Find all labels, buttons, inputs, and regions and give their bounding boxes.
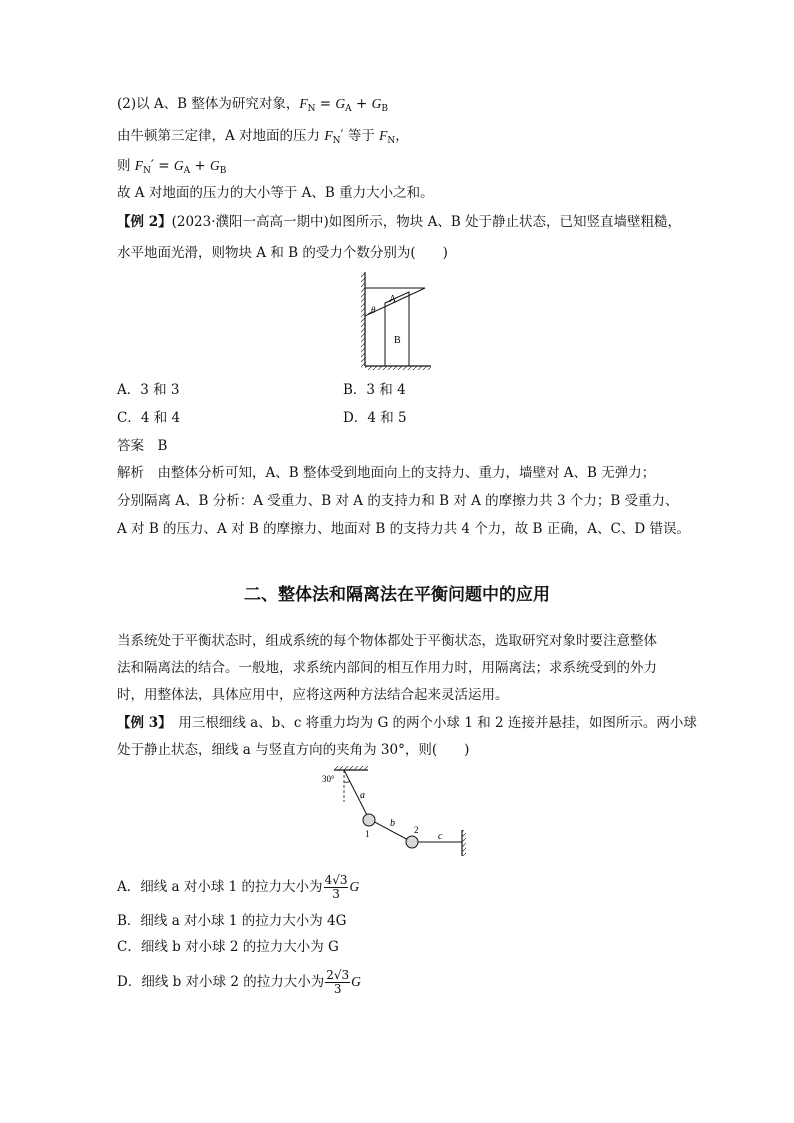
subscript: A — [345, 104, 352, 114]
section-para-line-2: 法和隔离法的结合。一般地，求系统内部间的相互作用力时，用隔离法；求系统受到的外力 — [117, 660, 657, 676]
symbol-F: F — [134, 158, 144, 173]
text: D．细线 b 对小球 2 的拉力大小为 — [117, 974, 325, 990]
example3-figure — [320, 764, 472, 858]
example2-options-row-2 — [117, 408, 180, 428]
solution-line-4: 故 A 对地面的压力的大小等于 A、B 重力大小之和。 — [117, 185, 434, 201]
label-2: 2 — [414, 825, 419, 835]
answer-label: 答案 — [117, 438, 144, 454]
example2-analysis-line-1 — [117, 463, 655, 483]
subscript: N — [332, 136, 341, 146]
symbol-G: G — [349, 879, 360, 894]
example3-stem-line-1 — [117, 713, 697, 733]
answer-value: B — [157, 438, 168, 454]
example2-stem-line-2: 水平地面光滑，则物块 A 和 B 的受力个数分别为( ) — [117, 245, 448, 261]
example-tag: 【例 2】 — [117, 214, 172, 230]
example3-stem-line-2: 处于静止状态，细线 a 与竖直方向的夹角为 30°，则( ) — [117, 742, 470, 758]
label-angle: 30° — [322, 774, 335, 784]
label-b: b — [390, 818, 395, 829]
option-B: B．3 和 4 — [343, 382, 406, 398]
example3-option-C: C．细线 b 对小球 2 的拉力大小为 G — [117, 939, 339, 955]
symbol-F: F — [299, 96, 308, 111]
text: + — [190, 158, 211, 174]
string-a — [344, 770, 369, 819]
text: = — [315, 96, 336, 112]
example2-stem-line-1 — [117, 212, 681, 232]
example2-analysis-line-3: A 对 B 的压力、A 对 B 的摩擦力、地面对 B 的支持力共 4 个力，故 B 正确，A、C、D 错误。 — [117, 521, 690, 537]
subscript: N — [307, 104, 316, 114]
text: 用三根细线 a、b、c 将重力均为 G 的两个小球 1 和 2 连接并悬挂，如图所示。两小球 — [164, 715, 697, 731]
text: ′ = — [150, 158, 174, 174]
wall-hatching — [361, 272, 365, 368]
right-wall-hatching — [462, 830, 466, 856]
text: 则 — [117, 158, 135, 174]
subscript: B — [381, 104, 388, 114]
text: (2023·濮阳一高高一期中)如图所示，物块 A、B 处于静止状态，已知竖直墙壁粗糙， — [171, 214, 682, 230]
analysis-label: 解析 — [117, 465, 144, 481]
label-a: a — [360, 790, 365, 801]
section-para-line-1: 当系统处于平衡状态时，组成系统的每个物体都处于平衡状态，选取研究对象时要注意整体 — [117, 633, 657, 649]
label-theta: θ — [371, 305, 376, 315]
option-C: C．4 和 4 — [117, 410, 181, 426]
label-1: 1 — [365, 829, 370, 839]
label-A: A — [389, 294, 397, 305]
text: 由整体分析可知，A、B 整体受到地面向上的支持力、重力，墙壁对 A、B 无弹力； — [157, 465, 656, 481]
example2-answer — [117, 436, 167, 456]
solution-line-2 — [117, 126, 409, 151]
example3-option-A — [117, 874, 359, 901]
text: 由牛顿第三定律，A 对地面的压力 — [117, 128, 325, 144]
denominator: 3 — [333, 982, 342, 996]
symbol-G: G — [351, 974, 361, 989]
label-B: B — [394, 335, 401, 346]
subscript: N — [143, 166, 151, 176]
subscript: B — [219, 166, 227, 176]
text: ， — [395, 128, 409, 144]
example3-option-D — [117, 969, 361, 996]
text: ′ 等于 — [340, 128, 380, 144]
subscript: N — [387, 136, 396, 146]
example-tag: 【例 3】 — [117, 715, 165, 731]
text: (2)以 A、B 整体为研究对象， — [117, 96, 300, 112]
option-D: D．4 和 5 — [343, 410, 407, 426]
angle-arc — [344, 781, 350, 782]
fraction — [325, 969, 350, 996]
ball-1 — [363, 814, 375, 826]
subscript: A — [183, 166, 191, 176]
section-para-line-3: 时，用整体法，具体应用中，应将这两种方法结合起来灵活运用。 — [117, 687, 509, 703]
symbol-G: G — [335, 96, 346, 111]
section-heading: 二、整体法和隔离法在平衡问题中的应用 — [244, 585, 550, 605]
denominator: 3 — [332, 887, 340, 901]
numerator: 4√3 — [324, 873, 348, 887]
example2-analysis-line-2: 分别隔离 A、B 分析：A 受重力、B 对 A 的支持力和 B 对 A 的摩擦力共 3 个力；B 受重力、 — [117, 493, 679, 509]
symbol-F: F — [324, 128, 333, 143]
symbol-G: G — [371, 96, 382, 111]
text: A．细线 a 对小球 1 的拉力大小为 — [117, 879, 323, 895]
solution-line-1 — [117, 94, 388, 119]
option-A: A．3 和 3 — [117, 382, 180, 398]
symbol-G: G — [173, 158, 184, 173]
example3-option-B: B．细线 a 对小球 1 的拉力大小为 4G — [117, 913, 347, 929]
solution-line-3 — [117, 156, 226, 181]
symbol-F: F — [379, 128, 388, 143]
example2-figure — [355, 268, 435, 374]
symbol-G: G — [210, 158, 220, 173]
text: + — [351, 96, 372, 112]
example2-options-row-1 — [117, 380, 180, 400]
fraction — [324, 874, 349, 901]
label-c: c — [438, 831, 443, 842]
ground-hatching — [365, 366, 431, 370]
numerator: 2√3 — [326, 968, 350, 982]
ball-2 — [406, 836, 418, 848]
